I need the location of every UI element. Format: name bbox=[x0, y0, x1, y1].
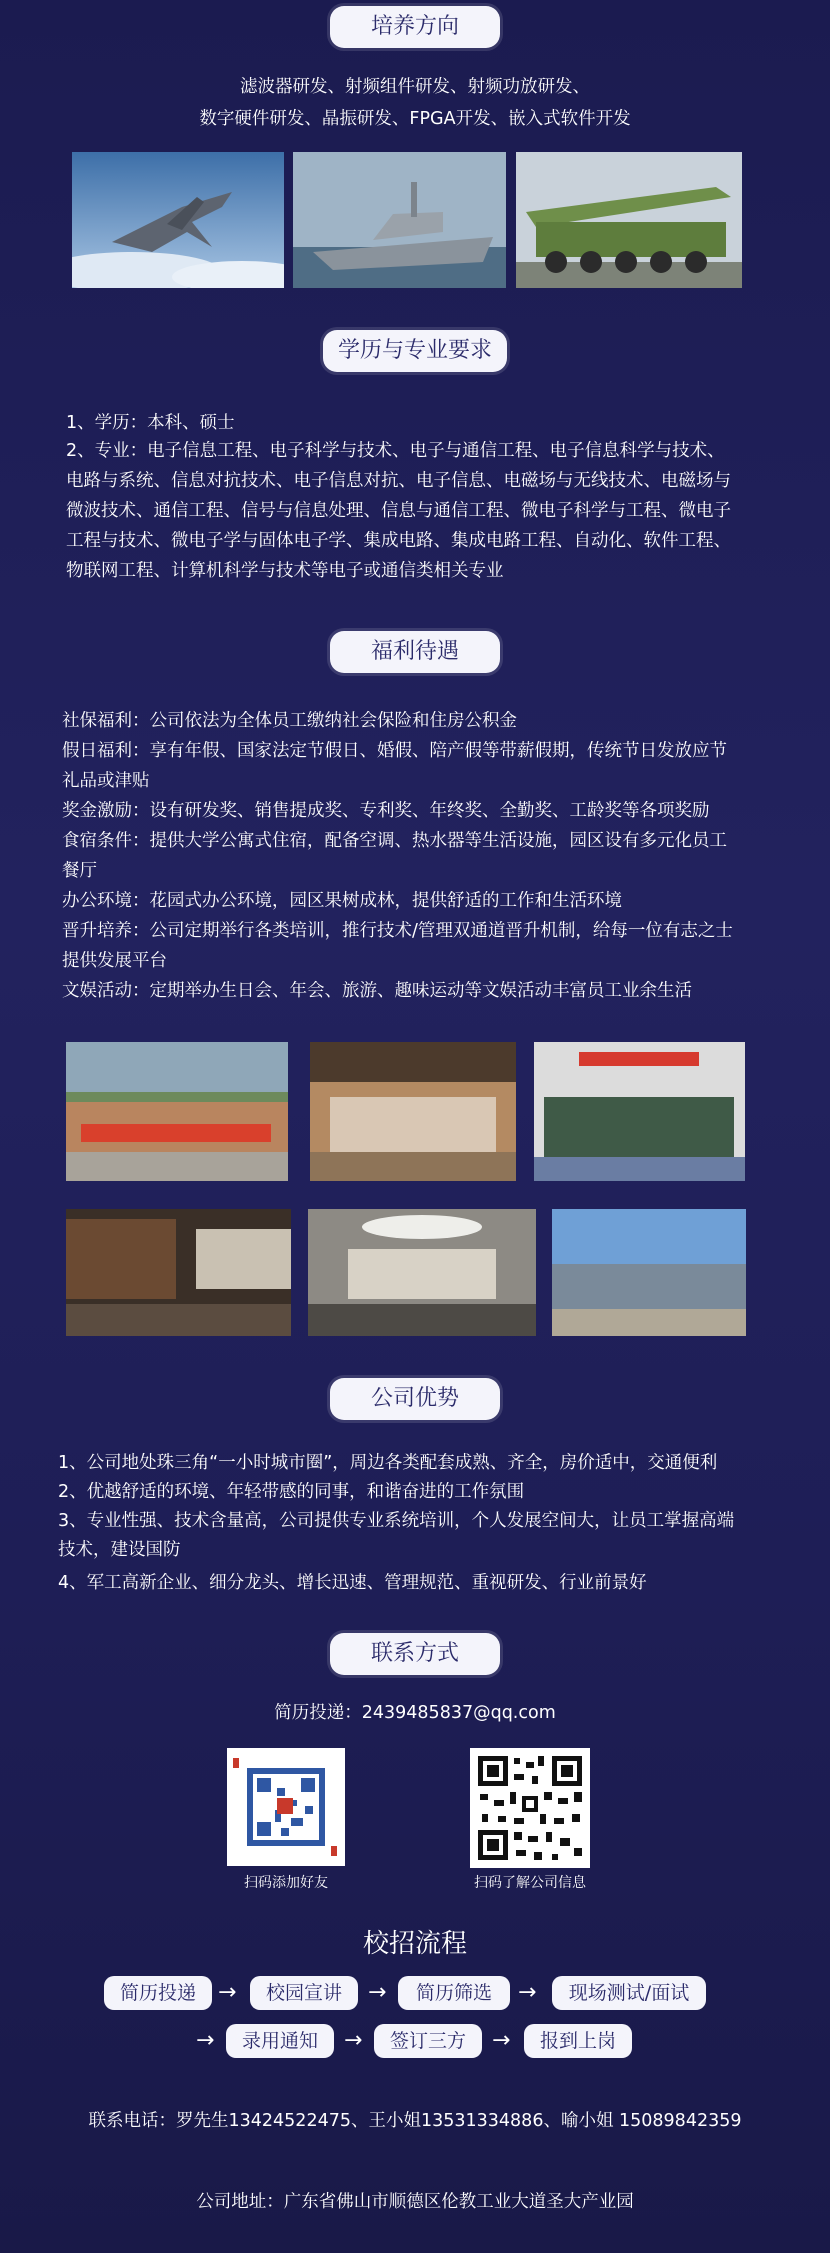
fighter-jet-photo bbox=[72, 152, 284, 288]
step-offer-notice: 录用通知 bbox=[226, 2024, 334, 2058]
company-address: 公司地址：广东省佛山市顺德区伦教工业大道圣大产业园 bbox=[196, 2192, 634, 2212]
step-resume-submit: 简历投递 bbox=[104, 1976, 212, 2010]
team-outdoor-photo bbox=[66, 1042, 288, 1181]
arrow-icon: → bbox=[196, 2028, 215, 2053]
arrow-icon: → bbox=[492, 2028, 511, 2053]
education-line: 工程与技术、微电子学与固体电子学、集成电路、集成电路工程、自动化、软件工程、 bbox=[66, 531, 731, 551]
advantage-line: 2、优越舒适的环境、年轻带感的同事，和谐奋进的工作氛围 bbox=[58, 1482, 525, 1502]
process-title: 校招流程 bbox=[362, 1929, 467, 1959]
office-photo bbox=[308, 1209, 536, 1336]
step-sign-contract: 签订三方 bbox=[374, 2024, 482, 2058]
education-line: 电路与系统、信息对抗技术、电子信息对抗、电子信息、电磁场与无线技术、电磁场与 bbox=[66, 471, 731, 491]
step-onsite-test: 现场测试/面试 bbox=[552, 1976, 706, 2010]
step-resume-screen: 简历筛选 bbox=[398, 1976, 510, 2010]
benefit-line: 提供发展平台 bbox=[62, 951, 167, 971]
section-title-benefits: 福利待遇 bbox=[330, 631, 500, 673]
education-line: 物联网工程、计算机科学与技术等电子或通信类相关专业 bbox=[66, 561, 504, 581]
benefit-line: 食宿条件：提供大学公寓式住宿，配备空调、热水器等生活设施，园区设有多元化员工 bbox=[62, 831, 727, 851]
contact-phone: 联系电话：罗先生13424522475、王小姐13531334886、喻小姐 15089842359 bbox=[88, 2111, 742, 2131]
section-title-education: 学历与专业要求 bbox=[323, 330, 507, 372]
benefit-line: 假日福利：享有年假、国家法定节假日、婚假、陪产假等带薪假期，传统节日发放应节 bbox=[62, 741, 727, 761]
section-title-contact: 联系方式 bbox=[330, 1633, 500, 1675]
qr-code-company-info bbox=[470, 1748, 590, 1868]
training-directions-line1: 滤波器研发、射频组件研发、射频功放研发、 bbox=[240, 77, 590, 97]
qr-caption-add-friend: 扫码添加好友 bbox=[244, 1875, 328, 1891]
education-line: 微波技术、通信工程、信号与信息处理、信息与通信工程、微电子科学与工程、微电子 bbox=[66, 501, 731, 521]
arrow-icon: → bbox=[518, 1980, 537, 2005]
resume-email[interactable]: 简历投递：2439485837@qq.com bbox=[274, 1703, 556, 1723]
benefit-line: 晋升培养：公司定期举行各类培训，推行技术/管理双通道晋升机制，给每一位有志之士 bbox=[62, 921, 733, 941]
benefit-line: 奖金激励：设有研发奖、销售提成奖、专利奖、年终奖、全勤奖、工龄奖等各项奖励 bbox=[62, 801, 710, 821]
benefit-line: 办公环境：花园式办公环境，园区果树成林，提供舒适的工作和生活环境 bbox=[62, 891, 622, 911]
section-title-training: 培养方向 bbox=[330, 6, 500, 48]
education-line: 1、学历：本科、硕士 bbox=[66, 413, 235, 433]
benefit-line: 社保福利：公司依法为全体员工缴纳社会保险和住房公积金 bbox=[62, 711, 517, 731]
benefit-line: 文娱活动：定期举办生日会、年会、旅游、趣味运动等文娱活动丰富员工业余生活 bbox=[62, 981, 692, 1001]
step-report-duty: 报到上岗 bbox=[524, 2024, 632, 2058]
arrow-icon: → bbox=[368, 1980, 387, 2005]
team-indoor-photo bbox=[310, 1042, 516, 1181]
arrow-icon: → bbox=[344, 2028, 363, 2053]
benefit-line: 礼品或津贴 bbox=[62, 771, 150, 791]
advantage-line: 3、专业性强、技术含量高，公司提供专业系统培训，个人发展空间大，让员工掌握高端 bbox=[58, 1511, 735, 1531]
benefit-line: 餐厅 bbox=[62, 861, 97, 881]
training-directions-line2: 数字硬件研发、晶振研发、FPGA开发、嵌入式软件开发 bbox=[199, 109, 631, 129]
group-outing-photo bbox=[552, 1209, 746, 1336]
qr-caption-company-info: 扫码了解公司信息 bbox=[474, 1875, 586, 1891]
section-title-advantages: 公司优势 bbox=[330, 1378, 500, 1420]
step-campus-talk: 校园宣讲 bbox=[250, 1976, 358, 2010]
advantage-line: 1、公司地处珠三角“一小时城市圈”，周边各类配套成熟、齐全，房价适中，交通便利 bbox=[58, 1453, 718, 1473]
missile-truck-photo bbox=[516, 152, 742, 288]
warship-photo bbox=[293, 152, 506, 288]
advantage-line: 技术，建设国防 bbox=[58, 1540, 181, 1560]
qr-code-add-friend bbox=[227, 1748, 345, 1866]
sports-team-photo bbox=[534, 1042, 745, 1181]
library-photo bbox=[66, 1209, 291, 1336]
education-line: 2、专业：电子信息工程、电子科学与技术、电子与通信工程、电子信息科学与技术、 bbox=[66, 441, 725, 461]
arrow-icon: → bbox=[218, 1980, 237, 2005]
advantage-line: 4、军工高新企业、细分龙头、增长迅速、管理规范、重视研发、行业前景好 bbox=[58, 1573, 647, 1593]
